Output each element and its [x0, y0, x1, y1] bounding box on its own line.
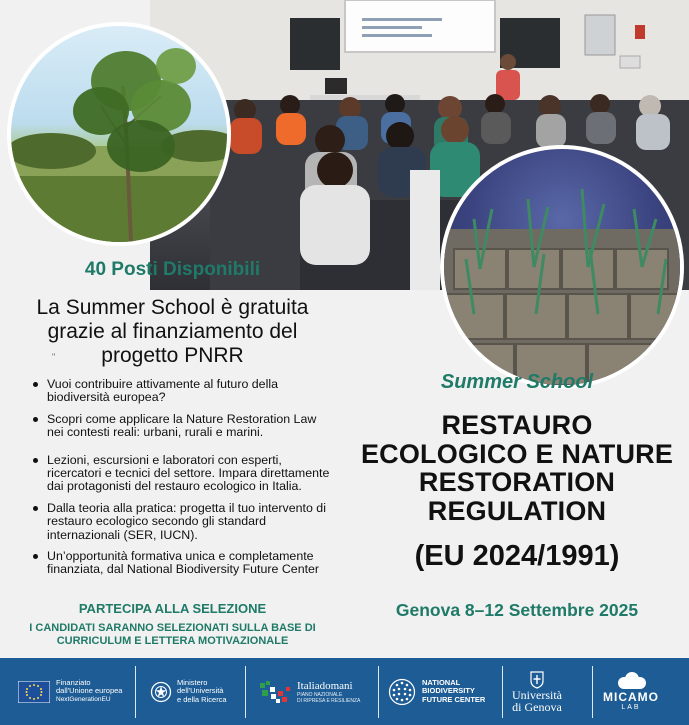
nbfc-logo [388, 658, 485, 725]
title-line: RESTORATION [418, 467, 616, 497]
ministero-line: Ministero [177, 677, 208, 687]
eu-flag-icon [18, 681, 50, 703]
italiadomani-name: Italiadomani [297, 679, 353, 692]
footer-divider [135, 666, 136, 718]
list-item: Lezioni, escursioni e laboratori con esperti, ricercatori e tecnici del settore. Impara direttamente dai protagonisti del restauro ecologico in Italia. [30, 454, 335, 494]
intro-line: grazie al finanziamento del [47, 320, 298, 343]
event-dates: Genova 8–12 Settembre 2025 [395, 600, 639, 620]
micamo-name: MICAMO [603, 690, 659, 704]
tree-photo [7, 22, 231, 246]
eu-line: Finanziato [56, 677, 91, 687]
italiadomani-sub: PIANO NAZIONALE [297, 691, 343, 698]
nbfc-line: BIODIVERSITY [422, 686, 475, 696]
stray-quote-mark: " [52, 352, 56, 362]
list-item: Un’opportunità formativa unica e completamente finanziata, dal National Biodiversity Future Center [30, 550, 335, 577]
footer-divider [502, 666, 503, 718]
eu-logo [18, 658, 122, 725]
unige-logo [512, 658, 562, 725]
ministero-logo [150, 658, 227, 725]
micamo-sub: LAB [621, 704, 641, 711]
unige-line: Università [512, 687, 562, 702]
title-line: REGULATION [427, 495, 607, 526]
apply-heading: PARTECIPA ALLA SELEZIONE [78, 601, 267, 616]
eu-line: NextGenerationEU [56, 695, 111, 703]
footer-divider [245, 666, 246, 718]
selection-criteria [0, 622, 345, 648]
list-item: Dalla teoria alla pratica: progetta il tuo intervento di restauro ecologico secondo gli standard internazionali (SER, IUCN). [30, 502, 335, 542]
university-crest-icon [529, 671, 545, 689]
italy-map-icon [258, 679, 294, 705]
list-item: Scopri come applicare la Nature Restoration Law nei contesti reali: urbani, rurali e marini. [30, 413, 335, 440]
emblem-icon [150, 681, 172, 703]
title-line: RESTAURO [441, 410, 593, 440]
benefits-list [30, 378, 335, 585]
list-item: Vuoi contribuire attivamente al futuro della biodiversità europea? [30, 378, 335, 405]
biodiversity-globe-icon [388, 678, 416, 706]
plant-tray-photo [440, 145, 684, 389]
summer-school-label: Summer School [440, 371, 594, 393]
available-seats-heading: 40 Posti Disponibili [84, 259, 261, 280]
criteria-line: CURRICULUM E LETTERA MOTIVAZIONALE [56, 635, 289, 647]
nbfc-line: FUTURE CENTER [422, 694, 486, 704]
italiadomani-logo [258, 658, 360, 725]
eu-line: dall'Unione europea [56, 686, 123, 696]
italiadomani-sub: DI RIPRESA E RESILIENZA [297, 697, 361, 704]
course-title [345, 411, 689, 525]
micamo-cloud-icon [614, 671, 648, 691]
regulation-code: (EU 2024/1991) [414, 540, 620, 572]
micamo-logo [603, 658, 659, 725]
nbfc-line: NATIONAL [422, 677, 461, 687]
ministero-line: e della Ricerca [177, 694, 227, 704]
title-line: ECOLOGICO E NATURE [360, 438, 674, 469]
footer-divider [592, 666, 593, 718]
criteria-line: I CANDIDATI SARANNO SELEZIONATI SULLA BASE DI [29, 622, 316, 634]
intro-line: progetto PNRR [101, 344, 244, 367]
unige-line: di Genova [512, 699, 562, 714]
partner-logos-footer [0, 658, 689, 725]
ministero-line: dell'Università [177, 686, 224, 696]
intro-line: La Summer School è gratuita [36, 296, 309, 319]
footer-divider [378, 666, 379, 718]
